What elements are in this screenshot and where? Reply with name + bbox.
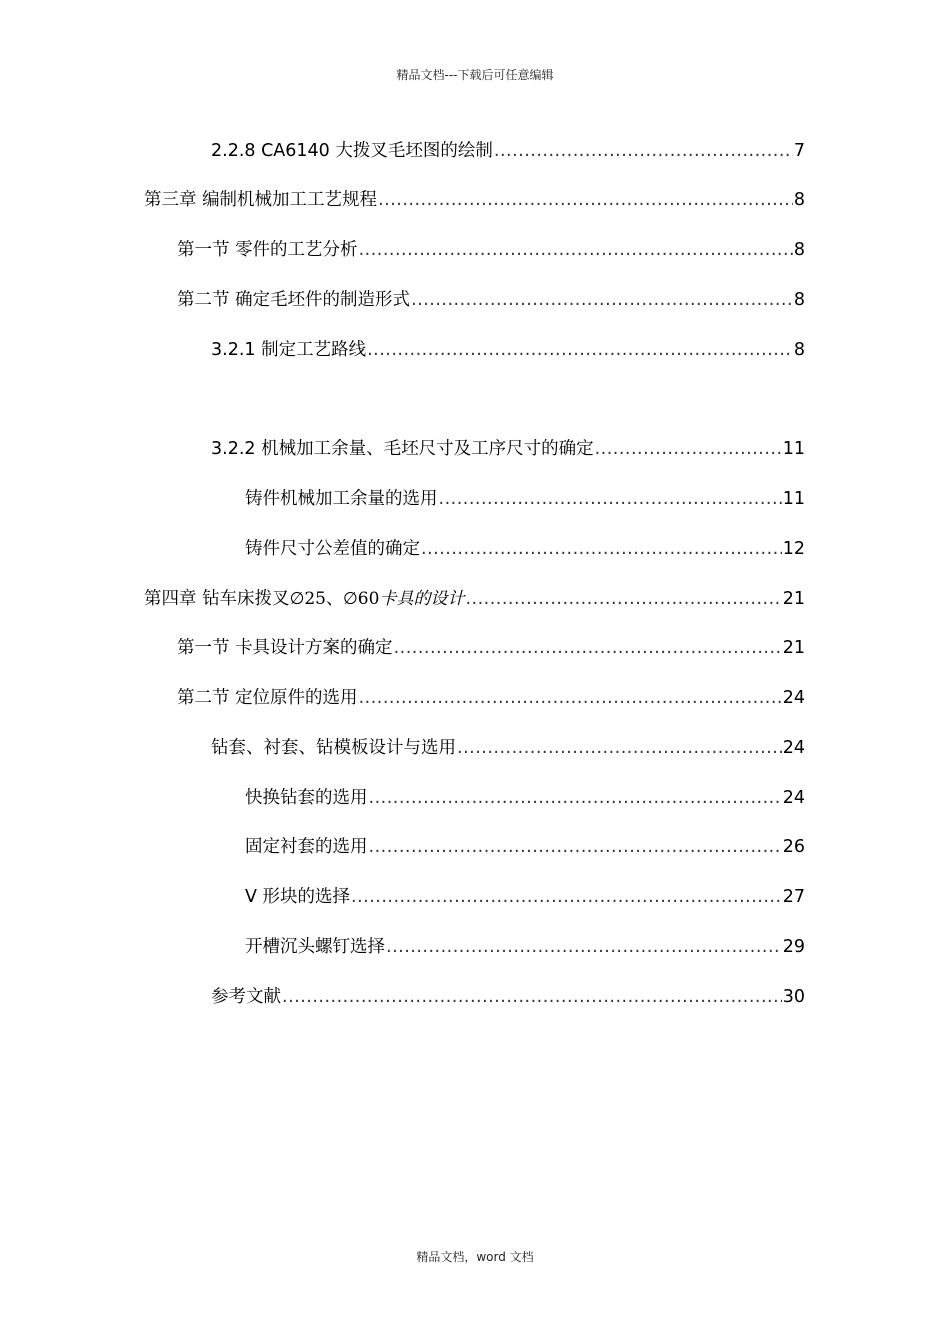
- toc-leader-dots: [369, 785, 782, 811]
- toc-entry-title: 第一节 零件的工艺分析: [177, 240, 358, 260]
- toc-leader-dots: [457, 735, 782, 761]
- toc-entry[interactable]: [144, 586, 805, 612]
- toc-entry-title: 3.2.2 机械加工余量、毛坯尺寸及工序尺寸的确定: [211, 439, 594, 459]
- toc-leader-dots: [411, 287, 793, 313]
- toc-leader-dots: [282, 984, 782, 1010]
- toc-entry-page: 8: [793, 340, 805, 360]
- toc-entry[interactable]: [211, 735, 805, 761]
- toc-entry[interactable]: [144, 187, 805, 213]
- toc-leader-dots: [494, 138, 793, 164]
- toc-entry-title: 快换钻套的选用: [245, 788, 368, 808]
- toc-entry-page: 7: [793, 141, 805, 161]
- toc-entry[interactable]: [245, 834, 805, 860]
- toc-entry[interactable]: [245, 486, 805, 512]
- toc-entry[interactable]: [211, 436, 805, 462]
- toc-entry-page: 24: [782, 688, 805, 708]
- toc-entry-title: 固定衬套的选用: [245, 837, 368, 857]
- toc-entry[interactable]: [177, 635, 805, 661]
- toc-leader-dots: [369, 834, 782, 860]
- toc-entry-title: 参考文献: [211, 987, 281, 1007]
- toc-entry-page: 24: [782, 738, 805, 758]
- toc-leader-dots: [378, 187, 793, 213]
- toc-entry[interactable]: [211, 337, 805, 363]
- toc-entry-title: [144, 586, 464, 612]
- page-header: 精品文档---下载后可任意编辑: [396, 68, 554, 82]
- toc-entry-title: 第三章 编制机械加工工艺规程: [144, 190, 378, 210]
- toc-entry-title: V 形块的选择: [245, 887, 351, 907]
- toc-entry-title: 第二节 确定毛坯件的制造形式: [177, 290, 411, 310]
- toc-entry-title: 铸件尺寸公差值的确定: [245, 539, 420, 559]
- toc-leader-dots: [351, 884, 782, 910]
- toc-entry[interactable]: [245, 884, 805, 910]
- toc-leader-dots: [367, 337, 793, 363]
- toc-leader-dots: [595, 436, 782, 462]
- toc-leader-dots: [439, 486, 782, 512]
- toc-entry-page: 8: [793, 240, 805, 260]
- toc-leader-dots: [394, 635, 782, 661]
- toc-entry[interactable]: [177, 287, 805, 313]
- toc-entry[interactable]: [245, 785, 805, 811]
- toc-leader-dots: [465, 586, 781, 612]
- toc-entry-title: 第二节 定位原件的选用: [177, 688, 358, 708]
- toc-entry-title-text: 第四章 钻车床拨叉: [144, 589, 290, 609]
- toc-entry[interactable]: [177, 237, 805, 263]
- toc-entry-page: 21: [782, 589, 805, 609]
- toc-entry-page: 11: [782, 439, 805, 459]
- toc-entry-page: 30: [782, 987, 805, 1007]
- toc-entry-title-symbols: ∅25、∅60: [289, 589, 380, 609]
- toc-entry-title-italic: 卡具的设计: [379, 589, 465, 609]
- toc-entry-title: 3.2.1 制定工艺路线: [211, 340, 367, 360]
- toc-entry-page: 29: [782, 937, 805, 957]
- page-footer: 精品文档，word 文档: [416, 1250, 534, 1264]
- toc-entry-title: 第一节 卡具设计方案的确定: [177, 638, 393, 658]
- toc-leader-dots: [421, 536, 782, 562]
- toc-leader-dots: [359, 237, 793, 263]
- toc-entry-page: 8: [793, 190, 805, 210]
- toc-entry-page: 21: [782, 638, 805, 658]
- toc-entry-title: 钻套、衬套、钻模板设计与选用: [211, 738, 456, 758]
- toc-entry[interactable]: [211, 138, 805, 164]
- toc-entry[interactable]: [245, 536, 805, 562]
- toc-entry[interactable]: [245, 934, 805, 960]
- toc-leader-dots: [359, 685, 782, 711]
- toc-entry-title: 铸件机械加工余量的选用: [245, 489, 438, 509]
- toc-entry[interactable]: [177, 685, 805, 711]
- toc-leader-dots: [386, 934, 782, 960]
- toc-entry-page: 8: [793, 290, 805, 310]
- toc-entry-title: 开槽沉头螺钉选择: [245, 937, 385, 957]
- toc-entry[interactable]: [211, 984, 805, 1010]
- toc-entry-page: 12: [782, 539, 805, 559]
- toc-entry-page: 27: [782, 887, 805, 907]
- toc-entry-page: 26: [782, 837, 805, 857]
- toc-entry-page: 11: [782, 489, 805, 509]
- toc-entry-page: 24: [782, 788, 805, 808]
- toc-entry-title: 2.2.8 CA6140 大拨叉毛坯图的绘制: [211, 141, 493, 161]
